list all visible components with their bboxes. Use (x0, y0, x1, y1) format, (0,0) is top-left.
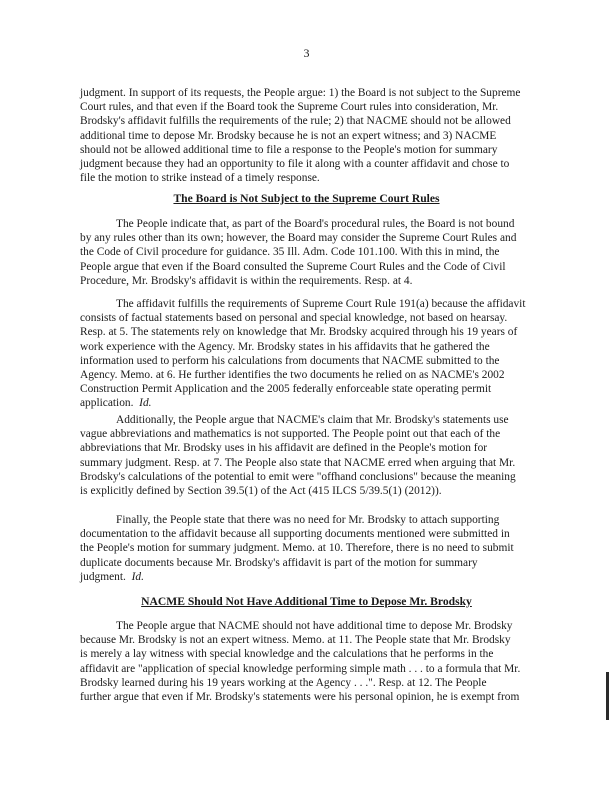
text-line: Construction Permit Application and the 2005 federally enforceable state operating permit (80, 383, 492, 396)
text-line: is explicitly defined by Section 39.5(1) of the Act (415 ILCS 5/39.5(1) (2012)). (80, 485, 442, 498)
page-number: 3 (303, 46, 310, 60)
text-line: The People argue that NACME should not have additional time to depose Mr. Brodsky (116, 620, 513, 632)
paragraph-requests-summary (80, 86, 542, 185)
text-fragment: judgment. (80, 570, 126, 583)
text-line: Court rules, and that even if the Board took the Supreme Court rules into consideration, Mr. (80, 101, 499, 114)
text-line: work experience with the Agency. Mr. Brodsky states in his affidavits that he gathered the (80, 340, 490, 353)
text-line: summary judgment. Resp. at 7. The People also state that NACME erred when arguing that Mr. (80, 456, 516, 469)
text-line: affidavit are "application of special knowledge performing simple math . . . to a formula that Mr. (80, 662, 521, 675)
text-line: Brodsky learned during his 19 years working at the Agency . . .". Resp. at 12. The People (80, 676, 487, 689)
paragraph-lay-witness (80, 619, 542, 704)
text-line: Agency. Memo. at 6. He further identifies the two documents he relied on as NACME's 2002 (80, 369, 505, 382)
text-line: Additionally, the People argue that NACME's claim that Mr. Brodsky's statements use (116, 414, 509, 426)
text-line: additional time to depose Mr. Brodsky because he is not an expert witness; and 3) NACME (80, 129, 497, 142)
text-line: should not be allowed additional time to file a response to the People's motion for summary (80, 143, 498, 156)
text-line: judgment because they had an opportunity to file it along with a counter affidavit and chose to (80, 158, 510, 171)
text-line: Procedure, Mr. Brodsky's affidavit is within the requirements. Resp. at 4. (80, 274, 413, 287)
text-line: file the motion to strike instead of a timely response. (80, 172, 320, 185)
citation-id: Id. (131, 570, 144, 583)
scan-edge-mark (606, 672, 609, 720)
text-line: The affidavit fulfills the requirements of Supreme Court Rule 191(a) because the affidavit (116, 298, 526, 310)
text-line: The People indicate that, as part of the Board's procedural rules, the Board is not bound (116, 218, 515, 230)
text-line: Brodsky's affidavit fulfills the requirements of the rule; 2) that NACME should not be allowed (80, 115, 511, 128)
paragraph-supporting-documentation (80, 513, 542, 584)
text-line: judgment. In support of its requests, the People argue: 1) the Board is not subject to the Supreme (80, 87, 521, 99)
text-line: the Code of Civil procedure for guidance. 35 Ill. Adm. Code 101.100. With this in mind, the (80, 246, 500, 259)
text-line: is merely a lay witness with special knowledge and the calculations that he performs in the (80, 648, 494, 661)
text-fragment: application. (80, 397, 134, 410)
text-line: documentation to the affidavit because all supporting documents mentioned were submitted in (80, 528, 510, 541)
text-line: abbreviations that Mr. Brodsky uses in his affidavit are defined in the People's motion for (80, 442, 488, 455)
citation-id: Id. (139, 397, 152, 410)
text-line: People argue that even if the Board consulted the Supreme Court Rules and the Code of Civil (80, 260, 506, 273)
text-line: consists of factual statements based on personal and special knowledge, not based on hearsay. (80, 312, 508, 325)
text-line: further argue that even if Mr. Brodsky's statements were his personal opinion, he is exempt from (80, 691, 520, 704)
text-line: the People's motion for summary judgment. Memo. at 10. Therefore, there is no need to submit (80, 542, 514, 555)
paragraph-abbreviations (80, 413, 542, 498)
paragraph-affidavit-requirements (80, 297, 542, 411)
text-line: Brodsky's calculations of the potential to emit were "offhand conclusions" because the meaning (80, 470, 516, 483)
text-line: by any rules other than its own; however, the Board may consider the Supreme Court Rules and (80, 232, 517, 245)
paragraph-procedural-rules (80, 217, 542, 288)
text-line (80, 570, 542, 584)
text-line: information used to perform his calculations from documents that NACME submitted to the (80, 354, 500, 367)
section-heading-supreme-court-rules: The Board is Not Subject to the Supreme Court Rules (173, 192, 440, 205)
section-heading-depose-brodsky: NACME Should Not Have Additional Time to Depose Mr. Brodsky (141, 595, 472, 608)
text-line: vague abbreviations and mathematics is not supported. The People point out that each of the (80, 428, 501, 441)
text-line (80, 396, 542, 410)
text-line: Finally, the People state that there was no need for Mr. Brodsky to attach supporting (116, 514, 500, 526)
text-line: Resp. at 5. The statements rely on knowledge that Mr. Brodsky acquired through his 19 years of (80, 326, 518, 339)
text-line: because Mr. Brodsky is not an expert witness. Memo. at 11. The People state that Mr. Brodsky (80, 634, 511, 647)
text-line: duplicate documents because Mr. Brodsky's affidavit is part of the motion for summary (80, 556, 478, 569)
